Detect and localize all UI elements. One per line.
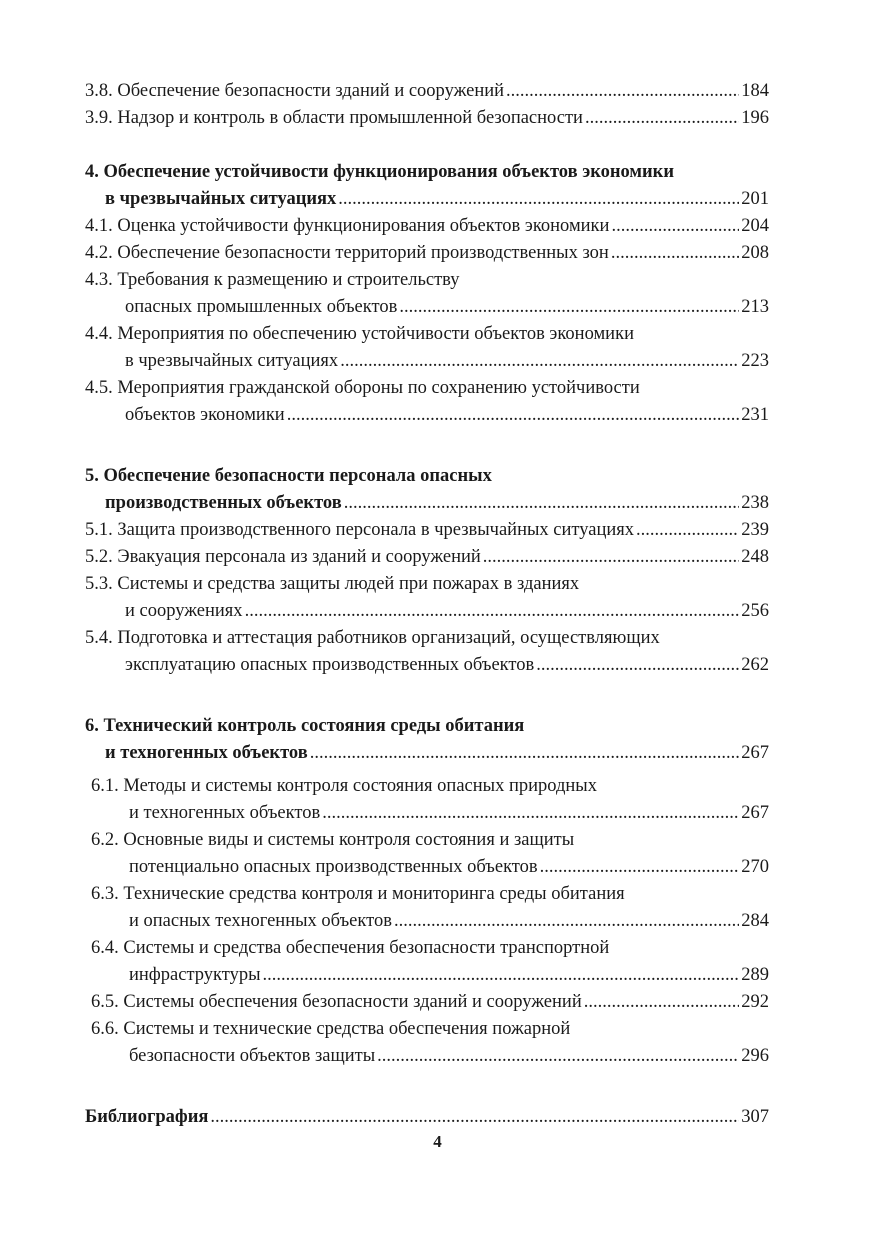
toc-entry-title: 6.5. Системы обеспечения безопасности зданий и сооружений bbox=[91, 992, 582, 1012]
toc-page-number: 239 bbox=[741, 520, 769, 540]
toc-entry-3-9 bbox=[85, 105, 769, 132]
toc-page-number: 204 bbox=[741, 216, 769, 236]
toc-page-number: 238 bbox=[741, 493, 769, 513]
toc-entry-6-1-cont bbox=[85, 800, 769, 827]
toc-entry-6-4: 6.4. Системы и средства обеспечения безопасности транспортной bbox=[91, 938, 610, 958]
toc-entry-6-5 bbox=[85, 989, 769, 1016]
toc-entry-5-1 bbox=[85, 517, 769, 544]
toc-entry-4-2 bbox=[85, 240, 769, 267]
toc-entry-6-4-cont bbox=[85, 962, 769, 989]
toc-entry-6-6-cont bbox=[85, 1043, 769, 1070]
chapter-4-heading: 4. Обеспечение устойчивости функционирования объектов экономики bbox=[85, 162, 674, 182]
toc-entry-3-8 bbox=[85, 78, 769, 105]
dot-leader bbox=[506, 78, 739, 105]
toc-entry-title: и опасных техногенных объектов bbox=[129, 911, 392, 931]
toc-entry-6-2: 6.2. Основные виды и системы контроля состояния и защиты bbox=[91, 830, 575, 850]
dot-leader bbox=[584, 989, 740, 1016]
dot-leader bbox=[585, 105, 739, 132]
toc-entry-6-6: 6.6. Системы и технические средства обеспечения пожарной bbox=[91, 1019, 571, 1039]
toc-page-number: 267 bbox=[741, 803, 769, 823]
toc-page-number: 231 bbox=[741, 405, 769, 425]
toc-page-number: 208 bbox=[741, 243, 769, 263]
toc-page-number: 296 bbox=[741, 1046, 769, 1066]
chapter-5-heading-cont bbox=[85, 490, 769, 517]
toc-entry-bibliography bbox=[85, 1104, 769, 1131]
toc-entry-4-5: 4.5. Мероприятия гражданской обороны по сохранению устойчивости bbox=[85, 378, 640, 398]
toc-page-number: 223 bbox=[741, 351, 769, 371]
toc-page-number: 213 bbox=[741, 297, 769, 317]
toc-page-number: 307 bbox=[741, 1107, 769, 1127]
toc-page-number: 256 bbox=[741, 601, 769, 621]
toc-entry-title: 4.1. Оценка устойчивости функционирования объектов экономики bbox=[85, 216, 610, 236]
toc-entry-4-4-cont bbox=[85, 348, 769, 375]
dot-leader bbox=[483, 544, 739, 571]
toc-entry-title: и сооружениях bbox=[125, 601, 243, 621]
toc-entry-title: в чрезвычайных ситуациях bbox=[125, 351, 339, 371]
dot-leader bbox=[540, 854, 740, 881]
toc-entry-5-4-cont bbox=[85, 652, 769, 679]
toc-entry-title: 3.8. Обеспечение безопасности зданий и сооружений bbox=[85, 81, 505, 101]
toc-entry-6-3: 6.3. Технические средства контроля и мониторинга среды обитания bbox=[91, 884, 625, 904]
page-number: 4 bbox=[433, 1132, 442, 1151]
toc-page-number: 184 bbox=[741, 81, 769, 101]
toc-entry-6-2-cont bbox=[85, 854, 769, 881]
dot-leader bbox=[399, 294, 739, 321]
toc-entry-title: 5.1. Защита производственного персонала в чрезвычайных ситуациях bbox=[85, 520, 635, 540]
toc-entry-title: и техногенных объектов bbox=[129, 803, 321, 823]
toc-page-number: 248 bbox=[741, 547, 769, 567]
chapter-4-heading-cont bbox=[85, 186, 769, 213]
dot-leader bbox=[245, 598, 740, 625]
toc-entry-6-1: 6.1. Методы и системы контроля состояния опасных природных bbox=[91, 776, 597, 796]
toc-entry-4-5-cont bbox=[85, 402, 769, 429]
toc-entry-title: потенциально опасных производственных объектов bbox=[129, 857, 538, 877]
dot-leader bbox=[536, 652, 739, 679]
toc-page-number: 267 bbox=[741, 743, 769, 763]
toc-entry-5-2 bbox=[85, 544, 769, 571]
dot-leader bbox=[611, 213, 739, 240]
toc-entry-title: 4.2. Обеспечение безопасности территорий производственных зон bbox=[85, 243, 609, 263]
table-of-contents bbox=[85, 78, 769, 1131]
dot-leader bbox=[394, 908, 739, 935]
toc-entry-title: объектов экономики bbox=[125, 405, 285, 425]
dot-leader bbox=[210, 1104, 739, 1131]
dot-leader bbox=[344, 490, 740, 517]
toc-entry-4-3-cont bbox=[85, 294, 769, 321]
dot-leader bbox=[263, 962, 740, 989]
dot-leader bbox=[340, 348, 739, 375]
toc-entry-5-4: 5.4. Подготовка и аттестация работников организаций, осуществляющих bbox=[85, 628, 660, 648]
toc-page-number: 270 bbox=[741, 857, 769, 877]
toc-entry-title: 3.9. Надзор и контроль в области промышленной безопасности bbox=[85, 108, 583, 128]
chapter-5-heading: 5. Обеспечение безопасности персонала опасных bbox=[85, 466, 492, 486]
dot-leader bbox=[310, 740, 740, 767]
toc-page-number: 284 bbox=[741, 911, 769, 931]
dot-leader bbox=[287, 402, 740, 429]
dot-leader bbox=[377, 1043, 739, 1070]
toc-entry-title: инфраструктуры bbox=[129, 965, 261, 985]
toc-page-number: 262 bbox=[741, 655, 769, 675]
toc-entry-title: и техногенных объектов bbox=[105, 743, 308, 763]
toc-page-number: 292 bbox=[741, 992, 769, 1012]
toc-entry-6-3-cont bbox=[85, 908, 769, 935]
toc-entry-title: 5.2. Эвакуация персонала из зданий и сооружений bbox=[85, 547, 481, 567]
toc-entry-title: в чрезвычайных ситуациях bbox=[105, 189, 337, 209]
toc-entry-4-3: 4.3. Требования к размещению и строительству bbox=[85, 270, 460, 290]
dot-leader bbox=[338, 186, 739, 213]
toc-page-number: 196 bbox=[741, 108, 769, 128]
toc-entry-title: опасных промышленных объектов bbox=[125, 297, 398, 317]
dot-leader bbox=[322, 800, 739, 827]
chapter-6-heading: 6. Технический контроль состояния среды обитания bbox=[85, 716, 525, 736]
dot-leader bbox=[636, 517, 739, 544]
toc-entry-title: эксплуатацию опасных производственных объектов bbox=[125, 655, 535, 675]
toc-entry-title: безопасности объектов защиты bbox=[129, 1046, 376, 1066]
toc-entry-title: производственных объектов bbox=[105, 493, 342, 513]
toc-entry-title: Библиография bbox=[85, 1107, 209, 1127]
toc-page-number: 289 bbox=[741, 965, 769, 985]
dot-leader bbox=[611, 240, 739, 267]
toc-entry-5-3: 5.3. Системы и средства защиты людей при пожарах в зданиях bbox=[85, 574, 580, 594]
toc-entry-4-1 bbox=[85, 213, 769, 240]
toc-entry-5-3-cont bbox=[85, 598, 769, 625]
toc-entry-4-4: 4.4. Мероприятия по обеспечению устойчивости объектов экономики bbox=[85, 324, 634, 344]
toc-page-number: 201 bbox=[741, 189, 769, 209]
chapter-6-heading-cont bbox=[85, 740, 769, 767]
